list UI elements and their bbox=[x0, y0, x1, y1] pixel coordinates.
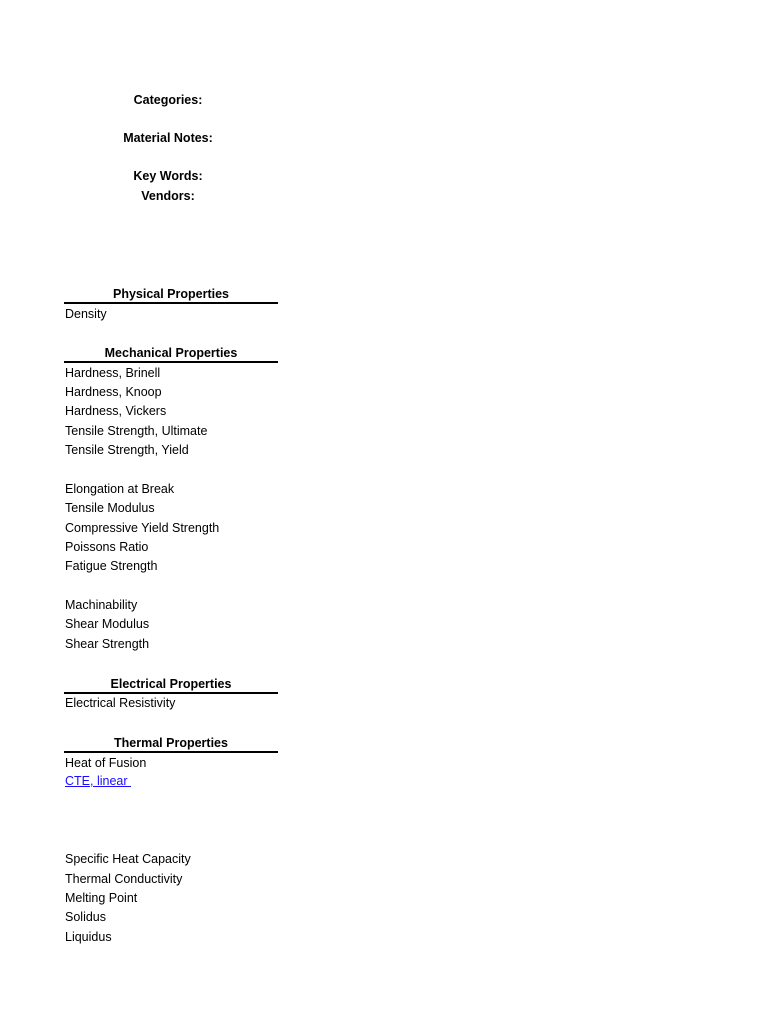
mechanical-properties-header: Mechanical Properties bbox=[64, 345, 278, 363]
property-poissons-ratio: Poissons Ratio bbox=[65, 540, 149, 554]
property-density: Density bbox=[65, 307, 107, 321]
categories-label: Categories: bbox=[133, 93, 203, 107]
physical-properties-header: Physical Properties bbox=[64, 286, 278, 304]
cte-linear-link[interactable]: CTE, linear bbox=[65, 774, 131, 788]
property-tensile-modulus: Tensile Modulus bbox=[65, 501, 155, 515]
material-notes-label: Material Notes: bbox=[123, 131, 213, 145]
key-words-label: Key Words: bbox=[133, 169, 203, 183]
property-machinability: Machinability bbox=[65, 598, 138, 612]
thermal-properties-header: Thermal Properties bbox=[64, 735, 278, 753]
property-tensile-strength-ultimate: Tensile Strength, Ultimate bbox=[65, 424, 208, 438]
vendors-label: Vendors: bbox=[141, 189, 195, 203]
electrical-properties-header: Electrical Properties bbox=[64, 676, 278, 694]
property-shear-strength: Shear Strength bbox=[65, 637, 150, 651]
property-liquidus: Liquidus bbox=[65, 930, 112, 944]
property-specific-heat-capacity: Specific Heat Capacity bbox=[65, 852, 191, 866]
property-tensile-strength-yield: Tensile Strength, Yield bbox=[65, 443, 189, 457]
property-elongation-at-break: Elongation at Break bbox=[65, 482, 175, 496]
property-hardness-knoop: Hardness, Knoop bbox=[65, 385, 162, 399]
property-hardness-brinell: Hardness, Brinell bbox=[65, 366, 161, 380]
property-electrical-resistivity: Electrical Resistivity bbox=[65, 696, 176, 710]
property-melting-point: Melting Point bbox=[65, 891, 138, 905]
property-heat-of-fusion: Heat of Fusion bbox=[65, 756, 147, 770]
property-fatigue-strength: Fatigue Strength bbox=[65, 559, 158, 573]
property-thermal-conductivity: Thermal Conductivity bbox=[65, 872, 183, 886]
property-shear-modulus: Shear Modulus bbox=[65, 617, 150, 631]
property-solidus: Solidus bbox=[65, 910, 106, 924]
property-compressive-yield-strength: Compressive Yield Strength bbox=[65, 521, 220, 535]
property-hardness-vickers: Hardness, Vickers bbox=[65, 404, 167, 418]
